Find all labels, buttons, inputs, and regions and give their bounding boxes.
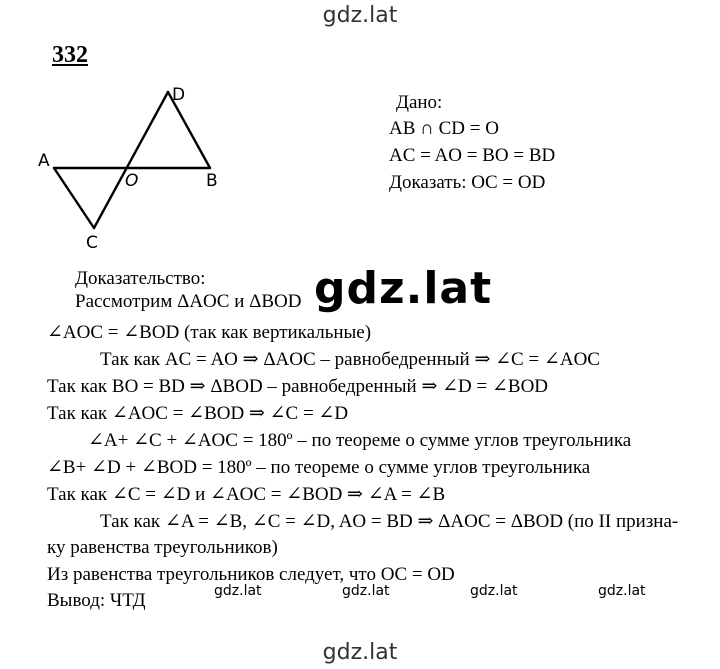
geometry-figure: [30, 80, 230, 260]
label-a: A: [38, 151, 50, 171]
label-d: D: [172, 85, 186, 105]
segment-a-c: [54, 168, 94, 228]
proof-line: Так как ∠AOC = ∠BOD ⇒ ∠C = ∠D: [47, 403, 349, 424]
watermark-top: gdz.lat: [322, 3, 398, 28]
proof-line: ∠B+ ∠D + ∠BOD = 180º – по теореме о сумме углов треугольника: [47, 457, 591, 478]
segment-c-d: [94, 92, 168, 228]
watermark-row-item: gdz.lat: [470, 583, 518, 599]
given-line: AB ∩ CD = O: [389, 118, 499, 139]
label-b: B: [206, 171, 218, 191]
given-heading: Дано:: [396, 92, 443, 113]
watermark-row-item: gdz.lat: [342, 583, 390, 599]
watermark-row-item: gdz.lat: [598, 583, 646, 599]
proof-line: Так как BO = BD ⇒ ΔBOD – равнобедренный ⇒ ∠D = ∠BOD: [47, 376, 549, 397]
label-o: O: [125, 171, 139, 191]
proof-line: Так как ∠A = ∠B, ∠C = ∠D, AO = BD ⇒ ΔAOC = ΔBOD (по II призна-: [100, 511, 679, 532]
watermark-row-item: gdz.lat: [214, 583, 262, 599]
conclusion-line: Вывод: ЧТД: [47, 590, 146, 611]
proof-line: ∠A+ ∠C + ∠AOC = 180º – по теореме о сумме углов треугольника: [88, 430, 632, 451]
proof-line: Рассмотрим ΔAOC и ΔBOD: [75, 291, 302, 312]
proof-line: Так как ∠C = ∠D и ∠AOC = ∠BOD ⇒ ∠A = ∠B: [47, 484, 446, 505]
problem-number: 332: [52, 42, 88, 68]
proof-line: ку равенства треугольников): [47, 537, 278, 558]
prove-line: Доказать: OC = OD: [389, 172, 546, 193]
given-line: AC = AO = BO = BD: [389, 145, 556, 166]
proof-line: Из равенства треугольников следует, что OC = OD: [47, 564, 455, 585]
watermark-center: gdz.lat: [314, 263, 493, 314]
watermark-bottom: gdz.lat: [322, 640, 398, 665]
proof-line: Так как AC = AO ⇒ ΔAOC – равнобедренный ⇒ ∠C = ∠AOC: [100, 349, 600, 370]
proof-heading: Доказательство:: [75, 268, 206, 289]
label-c: C: [86, 233, 98, 253]
proof-line: ∠AOC = ∠BOD (так как вертикальные): [47, 322, 372, 343]
